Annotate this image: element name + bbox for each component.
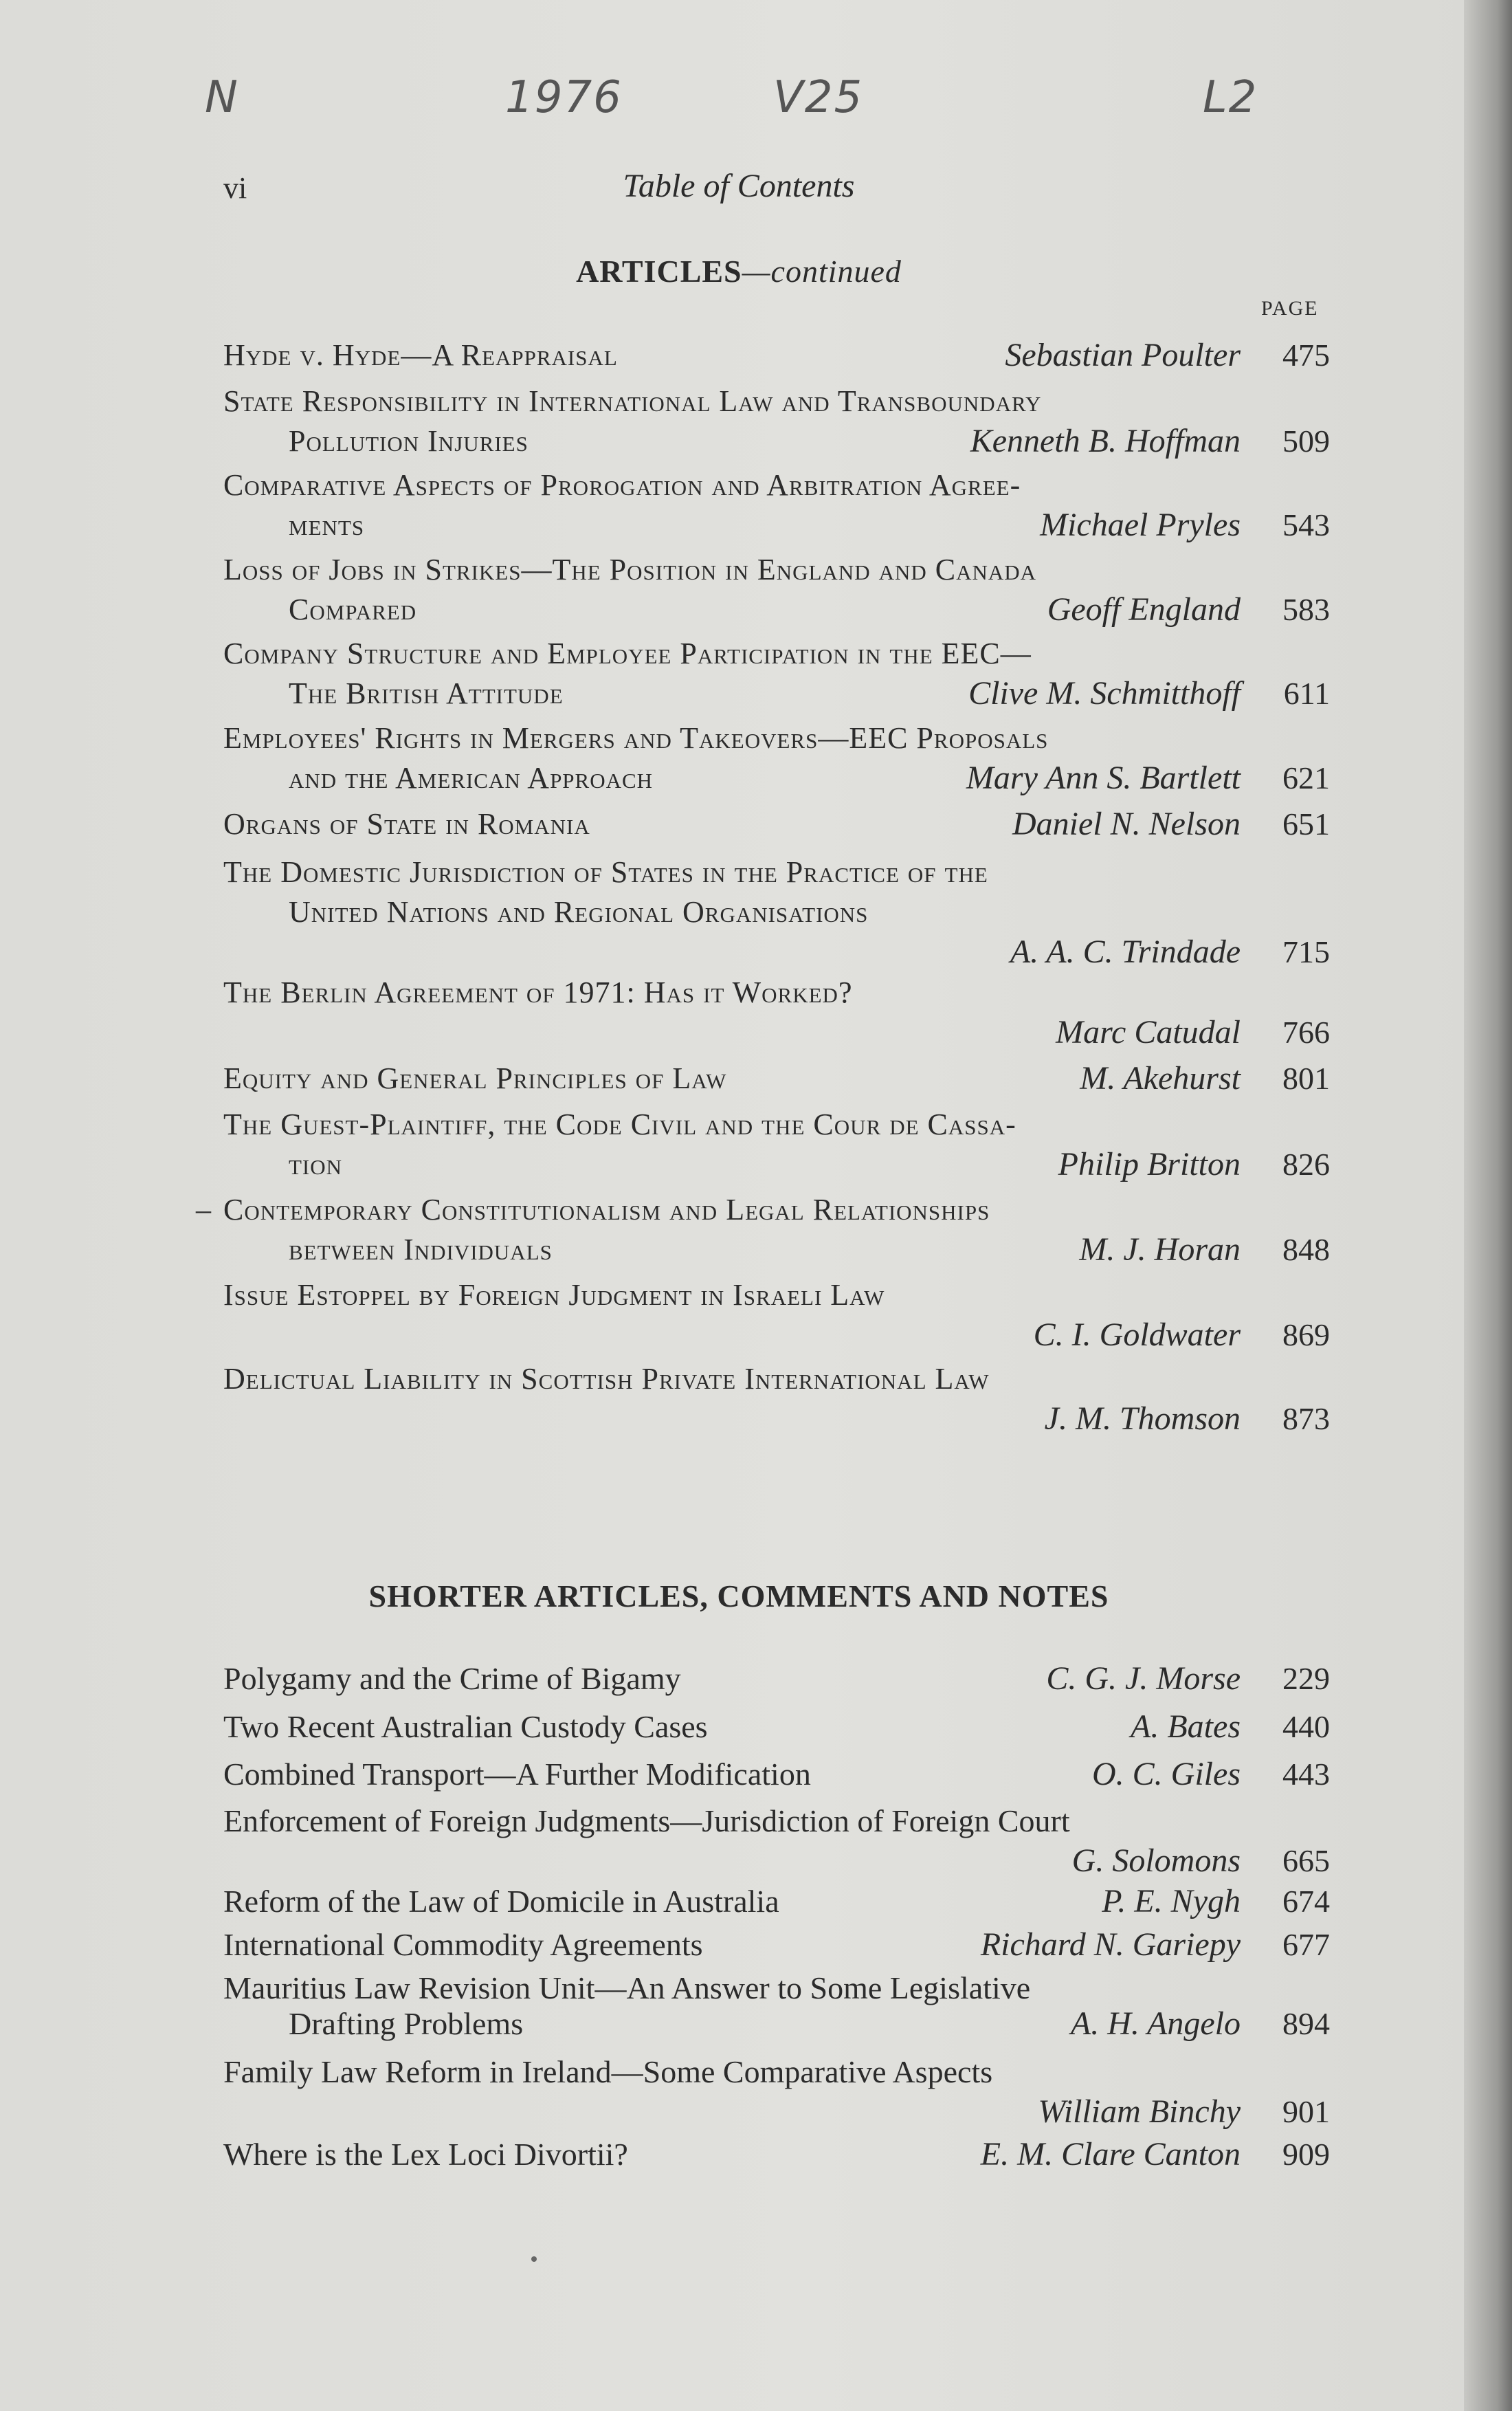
article-entry[interactable] xyxy=(223,382,1330,461)
shorter-title: Family Law Reform in Ireland—Some Comparative Aspects xyxy=(223,2054,993,2089)
article-author: A. A. C. Trindade xyxy=(1010,934,1241,970)
shorter-entry[interactable] xyxy=(223,1882,1330,1922)
shorter-page: 909 xyxy=(1282,2137,1330,2172)
handwritten-note-2: 1976 xyxy=(505,72,623,123)
article-entry[interactable] xyxy=(223,550,1330,630)
article-entry[interactable] xyxy=(223,718,1330,798)
shorter-author: Richard N. Gariepy xyxy=(980,1926,1241,1963)
article-title: Hyde v. Hyde—A Reappraisal xyxy=(223,338,618,372)
article-title: Organs of State in Romania xyxy=(223,807,590,841)
article-entry[interactable] xyxy=(223,634,1330,714)
shorter-author: William Binchy xyxy=(1038,2093,1241,2130)
article-page: 475 xyxy=(1282,338,1330,373)
handwritten-note-4: L2 xyxy=(1203,72,1258,123)
article-author: Marc Catudal xyxy=(1056,1014,1241,1050)
page-edge-shadow xyxy=(1464,0,1512,2411)
article-author: J. M. Thomson xyxy=(1044,1400,1241,1437)
stray-dash: – xyxy=(196,1193,211,1226)
shorter-page: 440 xyxy=(1282,1709,1330,1744)
article-title-continued: Pollution Injuries xyxy=(289,424,529,458)
article-page: 651 xyxy=(1282,806,1330,841)
article-entry[interactable] xyxy=(223,465,1330,545)
shorter-entry[interactable] xyxy=(223,1659,1330,1699)
article-title-continued: ments xyxy=(289,508,365,542)
article-author: Kenneth B. Hoffman xyxy=(970,423,1241,459)
article-title: The Domestic Jurisdiction of States in the Practice of the xyxy=(223,855,988,889)
article-page: 873 xyxy=(1282,1401,1330,1436)
page-folio: vi xyxy=(223,171,247,205)
article-title: Contemporary Constitutionalism and Legal Relationships xyxy=(223,1193,990,1226)
shorter-title: Two Recent Australian Custody Cases xyxy=(223,1709,708,1744)
shorter-author: G. Solomons xyxy=(1071,1842,1241,1879)
shorter-entry[interactable] xyxy=(223,2052,1330,2132)
article-page: 715 xyxy=(1282,934,1330,969)
article-author: Geoff England xyxy=(1047,591,1241,628)
shorter-page: 229 xyxy=(1282,1661,1330,1696)
shorter-entry[interactable] xyxy=(223,1754,1330,1794)
article-entry[interactable] xyxy=(223,1105,1330,1185)
article-title: State Responsibility in International Law and Transboundary xyxy=(223,384,1042,418)
shorter-title xyxy=(223,1968,1244,2008)
shorter-page: 665 xyxy=(1282,1843,1330,1878)
article-page: 543 xyxy=(1282,507,1330,542)
article-title: Comparative Aspects of Prorogation and Arbitration Agree- xyxy=(223,468,1021,502)
article-title: Issue Estoppel by Foreign Judgment in Israeli Law xyxy=(223,1278,885,1312)
article-entry[interactable] xyxy=(223,1059,1330,1099)
shorter-entry[interactable] xyxy=(223,1707,1330,1747)
article-author: Daniel N. Nelson xyxy=(1012,806,1241,842)
articles-heading xyxy=(0,253,1478,289)
shorter-entry[interactable] xyxy=(223,1968,1330,2044)
article-page: 766 xyxy=(1282,1015,1330,1050)
article-entry[interactable] xyxy=(223,335,1330,375)
article-title-continued: The British Attitude xyxy=(289,676,564,710)
article-page: 848 xyxy=(1282,1232,1330,1267)
article-title-continued: tion xyxy=(289,1147,343,1181)
article-title: Delictual Liability in Scottish Private International Law xyxy=(223,1362,990,1396)
article-entry[interactable] xyxy=(223,1359,1330,1439)
article-page: 801 xyxy=(1282,1061,1330,1096)
shorter-title: Enforcement of Foreign Judgments—Jurisdiction of Foreign Court xyxy=(223,1803,1070,1838)
page-column-label: PAGE xyxy=(1261,297,1319,320)
shorter-author: P. E. Nygh xyxy=(1102,1883,1241,1919)
shorter-page: 674 xyxy=(1282,1884,1330,1919)
shorter-entry[interactable] xyxy=(223,1925,1330,1965)
article-page: 611 xyxy=(1283,676,1330,711)
shorter-title-text: Mauritius Law Revision Unit—An Answer to Some Legislative xyxy=(223,1970,1031,2005)
ink-speck xyxy=(531,2256,537,2262)
article-author: M. J. Horan xyxy=(1079,1231,1241,1268)
article-title-continued: and the American Approach xyxy=(289,761,654,795)
article-entry[interactable] xyxy=(223,973,1330,1053)
article-author: M. Akehurst xyxy=(1080,1060,1241,1097)
article-title: The Berlin Agreement of 1971: Has it Worked? xyxy=(223,976,853,1009)
article-entry[interactable] xyxy=(196,1190,1330,1270)
article-author: Mary Ann S. Bartlett xyxy=(966,760,1241,796)
shorter-title-continued: Drafting Problems xyxy=(289,2006,524,2041)
article-title: Company Structure and Employee Participation in the EEC— xyxy=(223,637,1032,670)
article-title: Equity and General Principles of Law xyxy=(223,1061,727,1095)
article-entry[interactable] xyxy=(223,804,1330,844)
shorter-page: 443 xyxy=(1282,1757,1330,1792)
article-page: 509 xyxy=(1282,423,1330,459)
article-entry[interactable] xyxy=(223,1275,1330,1355)
shorter-title: Combined Transport—A Further Modification xyxy=(223,1757,811,1792)
shorter-entry[interactable] xyxy=(223,2135,1330,2175)
articles-heading-suffix: —continued xyxy=(742,254,902,289)
shorter-title: Polygamy and the Crime of Bigamy xyxy=(223,1661,681,1696)
article-title-continued: Compared xyxy=(289,593,417,626)
shorter-author: C. G. J. Morse xyxy=(1046,1660,1241,1697)
article-title: The Guest-Plaintiff, the Code Civil and the Cour de Cassa- xyxy=(223,1108,1016,1141)
shorter-page: 894 xyxy=(1282,2006,1330,2041)
shorter-author: A. Bates xyxy=(1131,1708,1241,1745)
shorter-title: International Commodity Agreements xyxy=(223,1927,703,1962)
article-entry[interactable] xyxy=(223,852,1330,972)
shorter-page: 677 xyxy=(1282,1927,1330,1962)
shorter-title: Reform of the Law of Domicile in Australia xyxy=(223,1884,779,1919)
handwritten-note-3: V25 xyxy=(773,72,864,123)
article-page: 826 xyxy=(1282,1147,1330,1182)
shorter-author: O. C. Giles xyxy=(1092,1756,1241,1792)
shorter-author: E. M. Clare Canton xyxy=(980,2136,1241,2172)
article-author: Clive M. Schmitthoff xyxy=(968,675,1241,712)
shorter-title: Where is the Lex Loci Divortii? xyxy=(223,2137,628,2172)
article-title: Loss of Jobs in Strikes—The Position in England and Canada xyxy=(223,553,1037,586)
shorter-articles-heading: SHORTER ARTICLES, COMMENTS AND NOTES xyxy=(368,1578,1109,1614)
article-title-continued: United Nations and Regional Organisations xyxy=(289,895,869,929)
articles-heading-title: ARTICLES xyxy=(576,254,742,289)
shorter-page: 901 xyxy=(1282,2094,1330,2129)
article-title: Employees' Rights in Mergers and Takeovers—EEC Proposals xyxy=(223,721,1049,755)
article-author: Philip Britton xyxy=(1058,1146,1241,1182)
running-title: Table of Contents xyxy=(623,168,855,204)
article-page: 621 xyxy=(1282,760,1330,795)
article-author: Sebastian Poulter xyxy=(1005,337,1241,373)
article-author: Michael Pryles xyxy=(1040,507,1241,543)
article-page: 869 xyxy=(1282,1317,1330,1352)
article-title-continued: between Individuals xyxy=(289,1233,553,1266)
shorter-author: A. H. Angelo xyxy=(1070,2005,1241,2042)
article-page: 583 xyxy=(1282,592,1330,627)
shorter-entry[interactable] xyxy=(223,1801,1330,1881)
article-author: C. I. Goldwater xyxy=(1033,1317,1241,1353)
handwritten-note-1: N xyxy=(205,72,239,123)
